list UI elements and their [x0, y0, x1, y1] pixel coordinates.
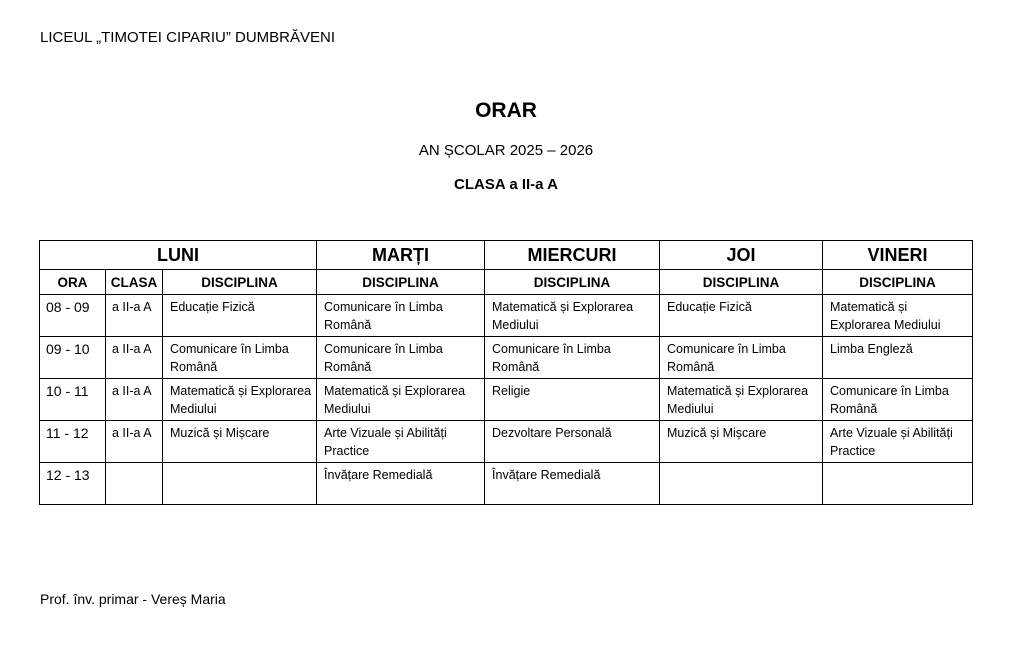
day-header-vineri: VINERI — [823, 241, 973, 270]
class-cell: a II-a A — [106, 421, 163, 463]
subject-cell-joi: Muzică și Mișcare — [660, 421, 823, 463]
subject-cell-vineri: Arte Vizuale și Abilități Practice — [823, 421, 973, 463]
schedule-table — [39, 240, 973, 505]
table-row — [40, 295, 973, 337]
day-header-marti: MARȚI — [317, 241, 485, 270]
subject-cell-joi: Comunicare în Limba Română — [660, 337, 823, 379]
day-header-row — [40, 241, 973, 270]
day-header-joi: JOI — [660, 241, 823, 270]
subject-cell-marti: Învățare Remedială — [317, 463, 485, 505]
subject-cell-miercuri: Învățare Remedială — [485, 463, 660, 505]
table-row — [40, 337, 973, 379]
hour-cell: 11 - 12 — [40, 421, 106, 463]
subject-cell-marti: Matematică și Explorarea Mediului — [317, 379, 485, 421]
table-row — [40, 379, 973, 421]
class-name: CLASA a II-a A — [454, 176, 558, 193]
column-header-disciplina: DISCIPLINA — [823, 270, 973, 295]
class-cell: a II-a A — [106, 295, 163, 337]
class-cell — [106, 463, 163, 505]
subject-cell-luni: Comunicare în Limba Română — [163, 337, 317, 379]
subject-cell-luni: Muzică și Mișcare — [163, 421, 317, 463]
column-header-ora: ORA — [40, 270, 106, 295]
day-header-luni: LUNI — [40, 241, 317, 270]
subject-cell-luni: Educație Fizică — [163, 295, 317, 337]
table-row — [40, 421, 973, 463]
column-header-disciplina: DISCIPLINA — [163, 270, 317, 295]
subject-cell-luni — [163, 463, 317, 505]
hour-cell: 08 - 09 — [40, 295, 106, 337]
subject-cell-vineri — [823, 463, 973, 505]
subject-cell-luni: Matematică și Explorarea Mediului — [163, 379, 317, 421]
subject-cell-joi — [660, 463, 823, 505]
subject-cell-miercuri: Matematică și Explorarea Mediului — [485, 295, 660, 337]
subject-cell-joi: Matematică și Explorarea Mediului — [660, 379, 823, 421]
subject-cell-vineri: Limba Engleză — [823, 337, 973, 379]
subject-cell-marti: Arte Vizuale și Abilități Practice — [317, 421, 485, 463]
subject-cell-miercuri: Dezvoltare Personală — [485, 421, 660, 463]
subject-cell-vineri: Matematică și Explorarea Mediului — [823, 295, 973, 337]
day-header-miercuri: MIERCURI — [485, 241, 660, 270]
subject-cell-miercuri: Comunicare în Limba Română — [485, 337, 660, 379]
hour-cell: 10 - 11 — [40, 379, 106, 421]
subject-cell-marti: Comunicare în Limba Română — [317, 295, 485, 337]
hour-cell: 09 - 10 — [40, 337, 106, 379]
school-name: LICEUL „TIMOTEI CIPARIU” DUMBRĂVENI — [40, 29, 336, 46]
column-header-disciplina: DISCIPLINA — [317, 270, 485, 295]
subject-cell-vineri: Comunicare în Limba Română — [823, 379, 973, 421]
teacher-signature: Prof. înv. primar - Vereș Maria — [40, 591, 226, 607]
page-title: ORAR — [475, 99, 537, 122]
class-cell: a II-a A — [106, 379, 163, 421]
subject-cell-miercuri: Religie — [485, 379, 660, 421]
column-header-disciplina: DISCIPLINA — [485, 270, 660, 295]
subject-cell-joi: Educație Fizică — [660, 295, 823, 337]
hour-cell: 12 - 13 — [40, 463, 106, 505]
column-header-clasa: CLASA — [106, 270, 163, 295]
table-row — [40, 463, 973, 505]
school-year: AN ȘCOLAR 2025 – 2026 — [418, 142, 594, 159]
class-cell: a II-a A — [106, 337, 163, 379]
column-header-row — [40, 270, 973, 295]
column-header-disciplina: DISCIPLINA — [660, 270, 823, 295]
subject-cell-marti: Comunicare în Limba Română — [317, 337, 485, 379]
